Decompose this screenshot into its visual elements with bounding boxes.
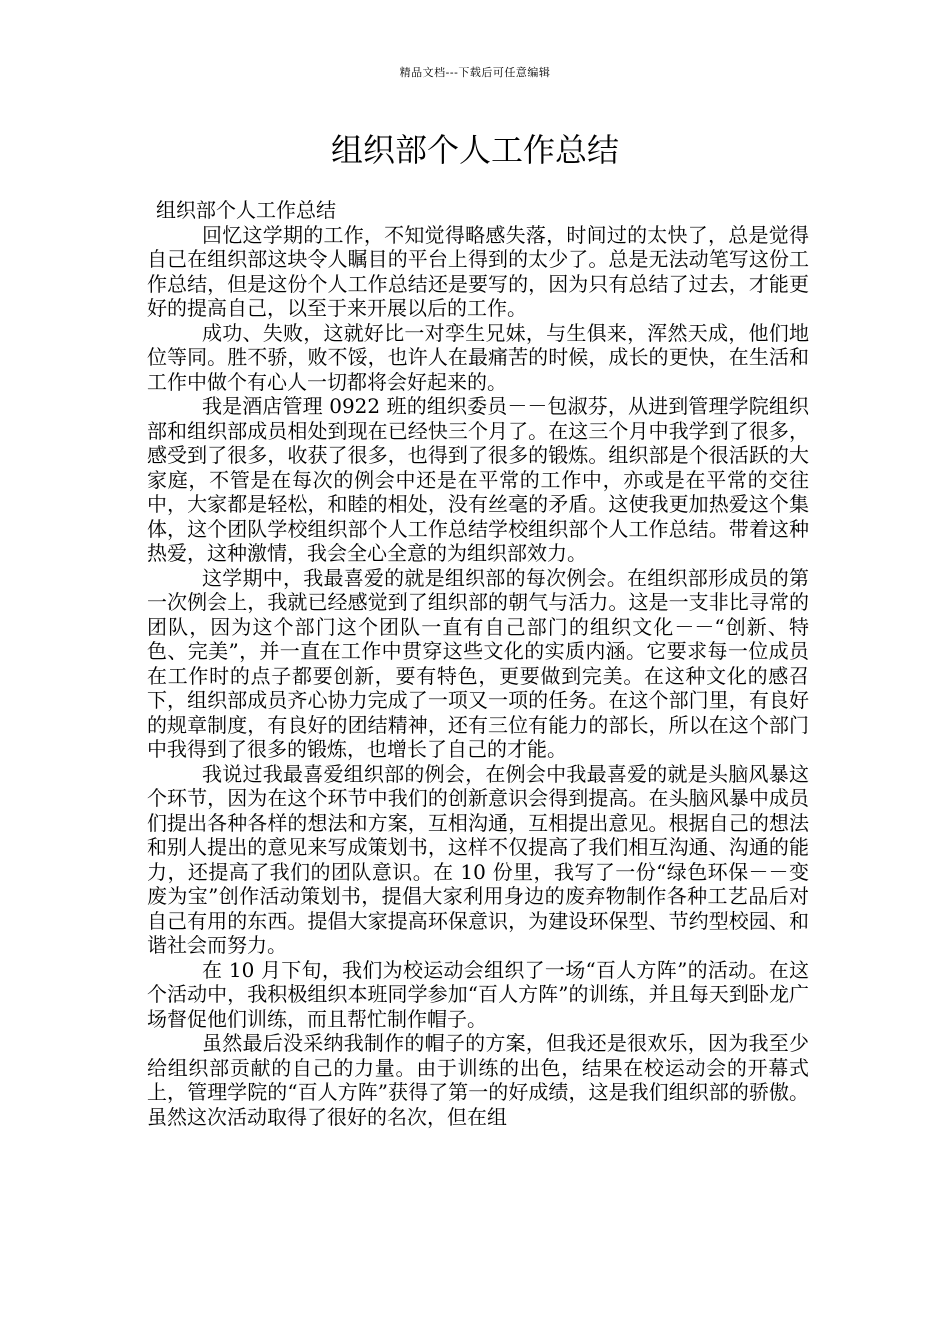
body-paragraph: 成功、失败，这就好比一对孪生兄妹，与生俱来，浑然天成，他们地位等同。胜不骄，败不馁，也许人在最痛苦的时候，成长的更快，在生活和工作中做个有心人一切都将会好起来的。 — [147, 320, 809, 394]
document-body — [147, 198, 809, 1129]
body-paragraph: 我是酒店管理 0922 班的组织委员－－包淑芬，从进到管理学院组织部和组织部成员相处到现在已经快三个月了。在这三个月中我学到了很多，感受到了很多，收获了很多，也得到了很多的锻炼。组织部是个很活跃的大家庭，不管是在每次的例会中还是在平常的工作中，亦或是在平常的交往中，大家都是轻松，和睦的相处，没有丝毫的矛盾。这使我更加热爱这个集体，这个团队学校组织部个人工作总结学校组织部个人工作总结。带着这种热爱，这种激情，我会全心全意的为组织部效力。 — [147, 394, 809, 565]
body-paragraph: 回忆这学期的工作，不知觉得略感失落，时间过的太快了，总是觉得自己在组织部这块令人瞩目的平台上得到的太少了。总是无法动笔写这份工作总结，但是这份个人工作总结还是要写的，因为只有总结了过去，才能更好的提高自己，以至于来开展以后的工作。 — [147, 222, 809, 320]
body-paragraph: 虽然最后没采纳我制作的帽子的方案，但我还是很欢乐，因为我至少给组织部贡献的自己的力量。由于训练的出色，结果在校运动会的开幕式上，管理学院的“百人方阵”获得了第一的好成绩，这是我们组织部的骄傲。虽然这次活动取得了很好的名次，但在组 — [147, 1031, 809, 1129]
body-paragraph: 这学期中，我最喜爱的就是组织部的每次例会。在组织部形成员的第一次例会上，我就已经感觉到了组织部的朝气与活力。这是一支非比寻常的团队，因为这个部门这个团队一直有自己部门的组织文化－－“创新、特色、完美”，并一直在工作中贯穿这些文化的实质内涵。它要求每一位成员在工作时的点子都要创新，要有特色，更要做到完美。在这种文化的感召下，组织部成员齐心协力完成了一项又一项的任务。在这个部门里，有良好的规章制度，有良好的团结精神，还有三位有能力的部长，所以在这个部门中我得到了很多的锻炼，也增长了自己的才能。 — [147, 565, 809, 761]
document-subtitle: 组织部个人工作总结 — [156, 198, 336, 222]
body-paragraph: 在 10 月下旬，我们为校运动会组织了一场“百人方阵”的活动。在这个活动中，我积极组织本班同学参加“百人方阵”的训练，并且每天到卧龙广场督促他们训练，而且帮忙制作帽子。 — [147, 957, 809, 1031]
document-title: 组织部个人工作总结 — [330, 131, 619, 169]
body-paragraph: 我说过我最喜爱组织部的例会，在例会中我最喜爱的就是头脑风暴这个环节，因为在这个环节中我们的创新意识会得到提高。在头脑风暴中成员们提出各种各样的想法和方案，互相沟通，互相提出意见。根据自己的想法和别人提出的意见来写成策划书，这样不仅提高了我们相互沟通、沟通的能力，还提高了我们的团队意识。在 10 份里，我写了一份“绿色环保－－变废为宝”创作活动策划书，提倡大家利用身边的废弃物制作各种工艺品后对自己有用的东西。提倡大家提高环保意识，为建设环保型、节约型校园、和谐社会而努力。 — [147, 761, 809, 957]
header-note: 精品文档---下载后可任意编辑 — [399, 66, 551, 79]
